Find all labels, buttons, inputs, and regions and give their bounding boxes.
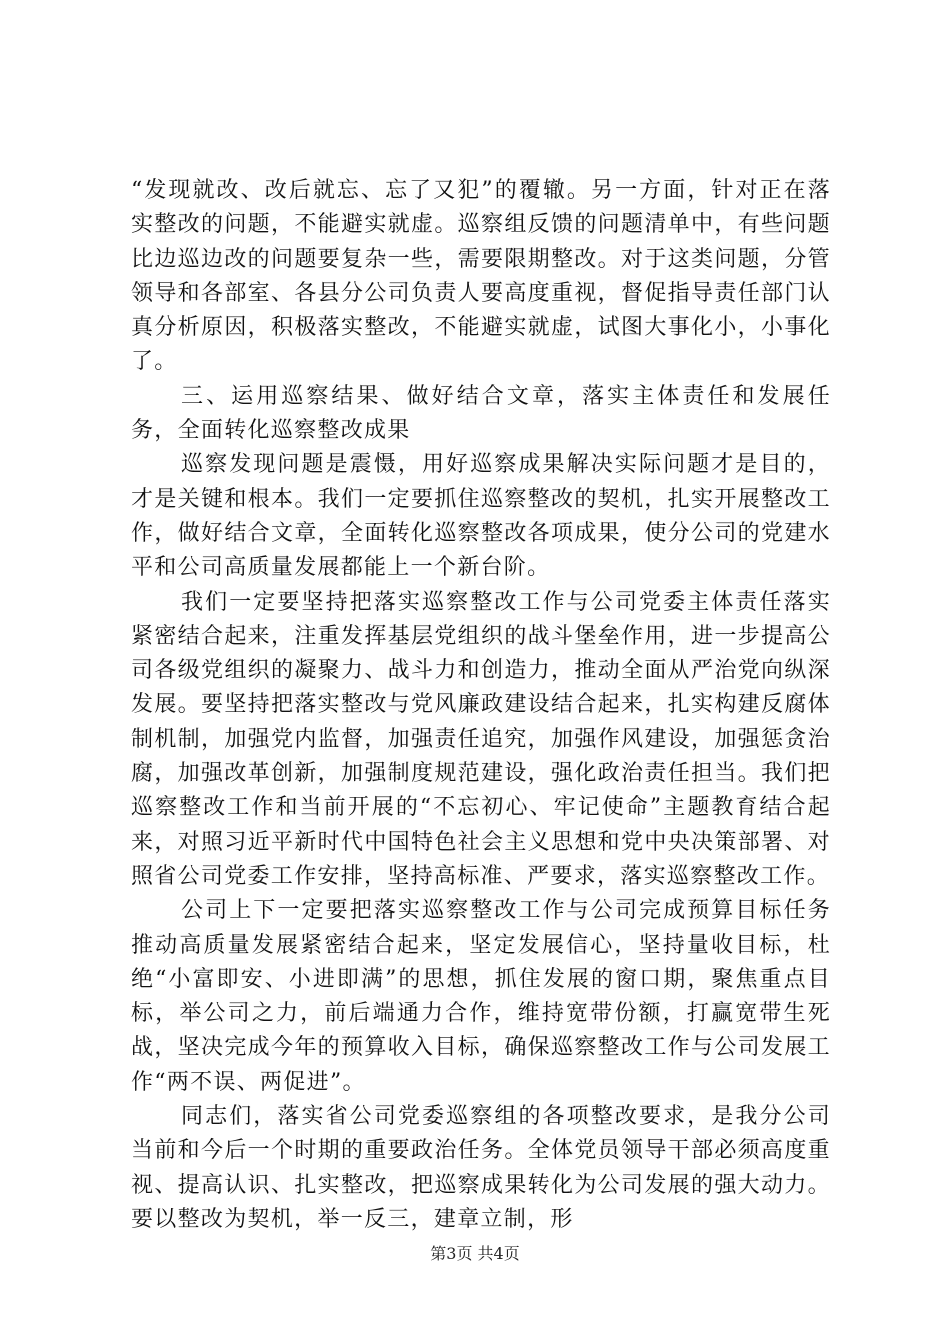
page-number-footer: 第3页 共4页	[430, 1244, 520, 1263]
paragraph: 我们一定要坚持把落实巡察整改工作与公司党委主体责任落实紧密结合起来，注重发挥基层党组织的战斗堡垒作用，进一步提高公司各级党组织的凝聚力、战斗力和创造力，推动全面从严治党向纵深发展。要坚持把落实整改与党风廉政建设结合起来，扎实构建反腐体制机制，加强党内监督，加强责任追究，加强作风建设，加强惩贪治腐，加强改革创新，加强制度规范建设，强化政治责任担当。我们把巡察整改工作和当前开展的“不忘初心、牢记使命”主题教育结合起来，对照习近平新时代中国特色社会主义思想和党中央决策部署、对照省公司党委工作安排，坚持高标准、严要求，落实巡察整改工作。	[131, 589, 831, 889]
paragraph: 公司上下一定要把落实巡察整改工作与公司完成预算目标任务推动高质量发展紧密结合起来，坚定发展信心，坚持量收目标，杜绝“小富即安、小进即满”的思想，抓住发展的窗口期，聚焦重点目标，举公司之力，前后端通力合作，维持宽带份额，打赢宽带生死战，坚决完成今年的预算收入目标，确保巡察整改工作与公司发展工作“两不误、两促进”。	[131, 898, 831, 1095]
document-body	[131, 174, 831, 1237]
paragraph: 同志们，落实省公司党委巡察组的各项整改要求，是我分公司当前和今后一个时期的重要政治任务。全体党员领导干部必须高度重视、提高认识、扎实整改，把巡察成果转化为公司发展的强大动力。要以整改为契机，举一反三，建章立制，形	[131, 1104, 831, 1232]
section-heading: 三、运用巡察结果、做好结合文章，落实主体责任和发展任务，全面转化巡察整改成果	[131, 383, 831, 444]
paragraph-continuation: “发现就改、改后就忘、忘了又犯”的覆辙。另一方面，针对正在落实整改的问题，不能避实就虚。巡察组反馈的问题清单中，有些问题比边巡边改的问题要复杂一些，需要限期整改。对于这类问题，分管领导和各部室、各县分公司负责人要高度重视，督促指导责任部门认真分析原因，积极落实整改，不能避实就虚，试图大事化小，小事化了。	[131, 178, 831, 375]
paragraph: 巡察发现问题是震慑，用好巡察成果解决实际问题才是目的，才是关键和根本。我们一定要抓住巡察整改的契机，扎实开展整改工作，做好结合文章，全面转化巡察整改各项成果，使分公司的党建水平和公司高质量发展都能上一个新台阶。	[131, 452, 831, 581]
